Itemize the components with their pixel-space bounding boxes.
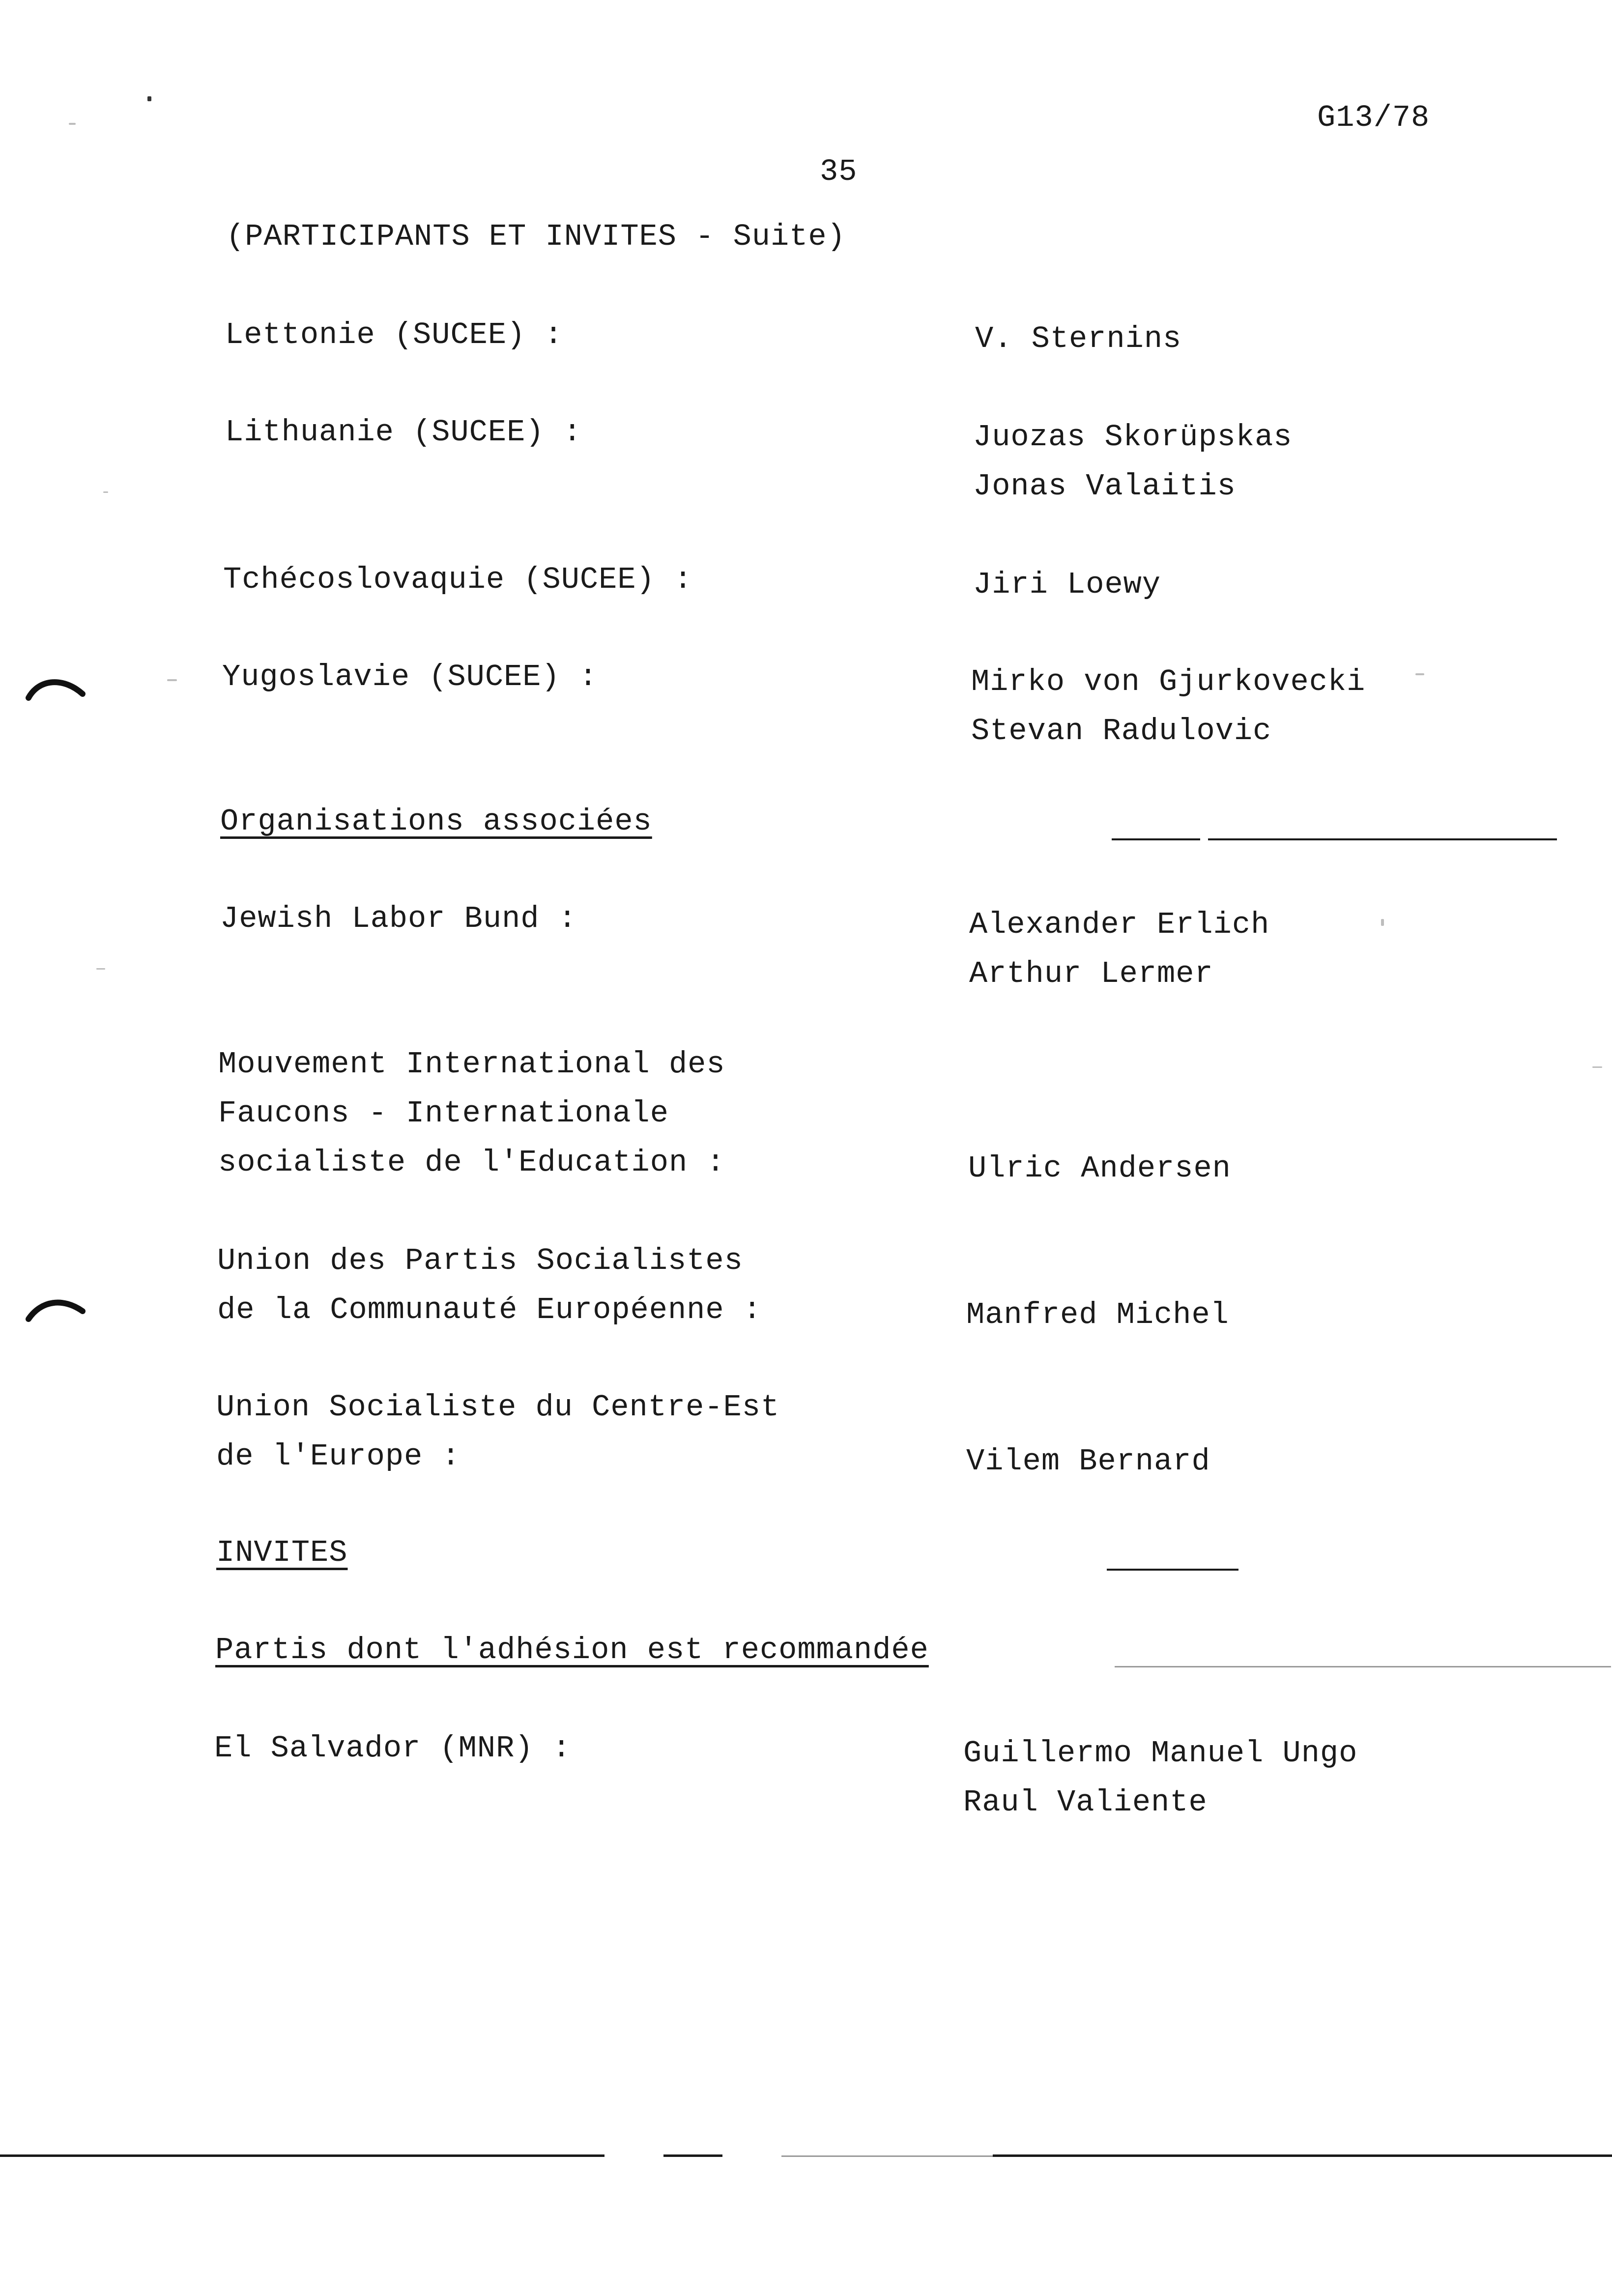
participant-name: Juozas Skorüpskas — [973, 420, 1293, 455]
page-number: 35 — [820, 154, 858, 189]
scan-speck — [103, 491, 108, 493]
participant-label: Lettonie (SUCEE) : — [225, 317, 563, 352]
scan-speck — [1415, 673, 1424, 675]
participant-name: V. Sternins — [975, 321, 1182, 356]
bottom-edge-rule — [781, 2155, 993, 2157]
bottom-edge-rule — [0, 2154, 604, 2157]
organisation-member: Manfred Michel — [966, 1297, 1229, 1332]
organisation-label: Faucons - Internationale — [218, 1096, 669, 1131]
section-heading: (PARTICIPANTS ET INVITES - Suite) — [226, 219, 846, 254]
bottom-edge-rule — [993, 2154, 1612, 2157]
participant-name: Stevan Radulovic — [971, 714, 1272, 748]
scan-speck — [147, 96, 151, 101]
separator-rule — [1107, 1569, 1238, 1571]
participant-label: Yugoslavie (SUCEE) : — [222, 660, 598, 694]
invited-party-label: El Salvador (MNR) : — [214, 1731, 571, 1766]
organisation-member: Arthur Lermer — [969, 956, 1213, 991]
separator-rule — [1208, 838, 1557, 840]
separator-rule — [1112, 838, 1200, 840]
organisation-member: Ulric Andersen — [968, 1151, 1231, 1186]
binding-hole-mark — [25, 668, 88, 708]
scan-speck — [167, 679, 177, 681]
participant-label: Tchécoslovaquie (SUCEE) : — [223, 562, 693, 597]
organisation-member: Vilem Bernard — [966, 1444, 1210, 1479]
invited-party-member: Guillermo Manuel Ungo — [963, 1736, 1358, 1771]
scan-speck — [1592, 1066, 1602, 1068]
organisation-label: Union des Partis Socialistes — [217, 1243, 743, 1278]
organisation-label: de l'Europe : — [216, 1439, 461, 1474]
organisation-label: Jewish Labor Bund : — [220, 901, 577, 936]
scan-speck — [69, 123, 76, 125]
separator-rule — [1115, 1666, 1611, 1667]
invited-party-member: Raul Valiente — [963, 1785, 1208, 1820]
participant-name: Mirko von Gjurkovecki — [971, 664, 1366, 699]
binding-hole-mark — [25, 1288, 88, 1327]
scan-speck — [96, 968, 105, 970]
scan-speck — [1381, 919, 1384, 926]
invites-heading: INVITES — [216, 1535, 348, 1570]
participant-name: Jonas Valaitis — [973, 469, 1236, 504]
organisation-label: de la Communauté Européenne : — [217, 1292, 762, 1327]
organisation-member: Alexander Erlich — [969, 907, 1270, 942]
participant-name: Jiri Loewy — [973, 567, 1161, 602]
bottom-edge-rule — [663, 2154, 722, 2157]
invites-subheading: Partis dont l'adhésion est recommandée — [215, 1633, 929, 1667]
organisation-label: Union Socialiste du Centre-Est — [216, 1390, 780, 1425]
organisation-label: Mouvement International des — [218, 1047, 725, 1082]
associated-heading: Organisations associées — [220, 804, 652, 839]
participant-label: Lithuanie (SUCEE) : — [225, 415, 582, 450]
document-reference: G13/78 — [1317, 100, 1430, 135]
organisation-label: socialiste de l'Education : — [218, 1145, 725, 1180]
